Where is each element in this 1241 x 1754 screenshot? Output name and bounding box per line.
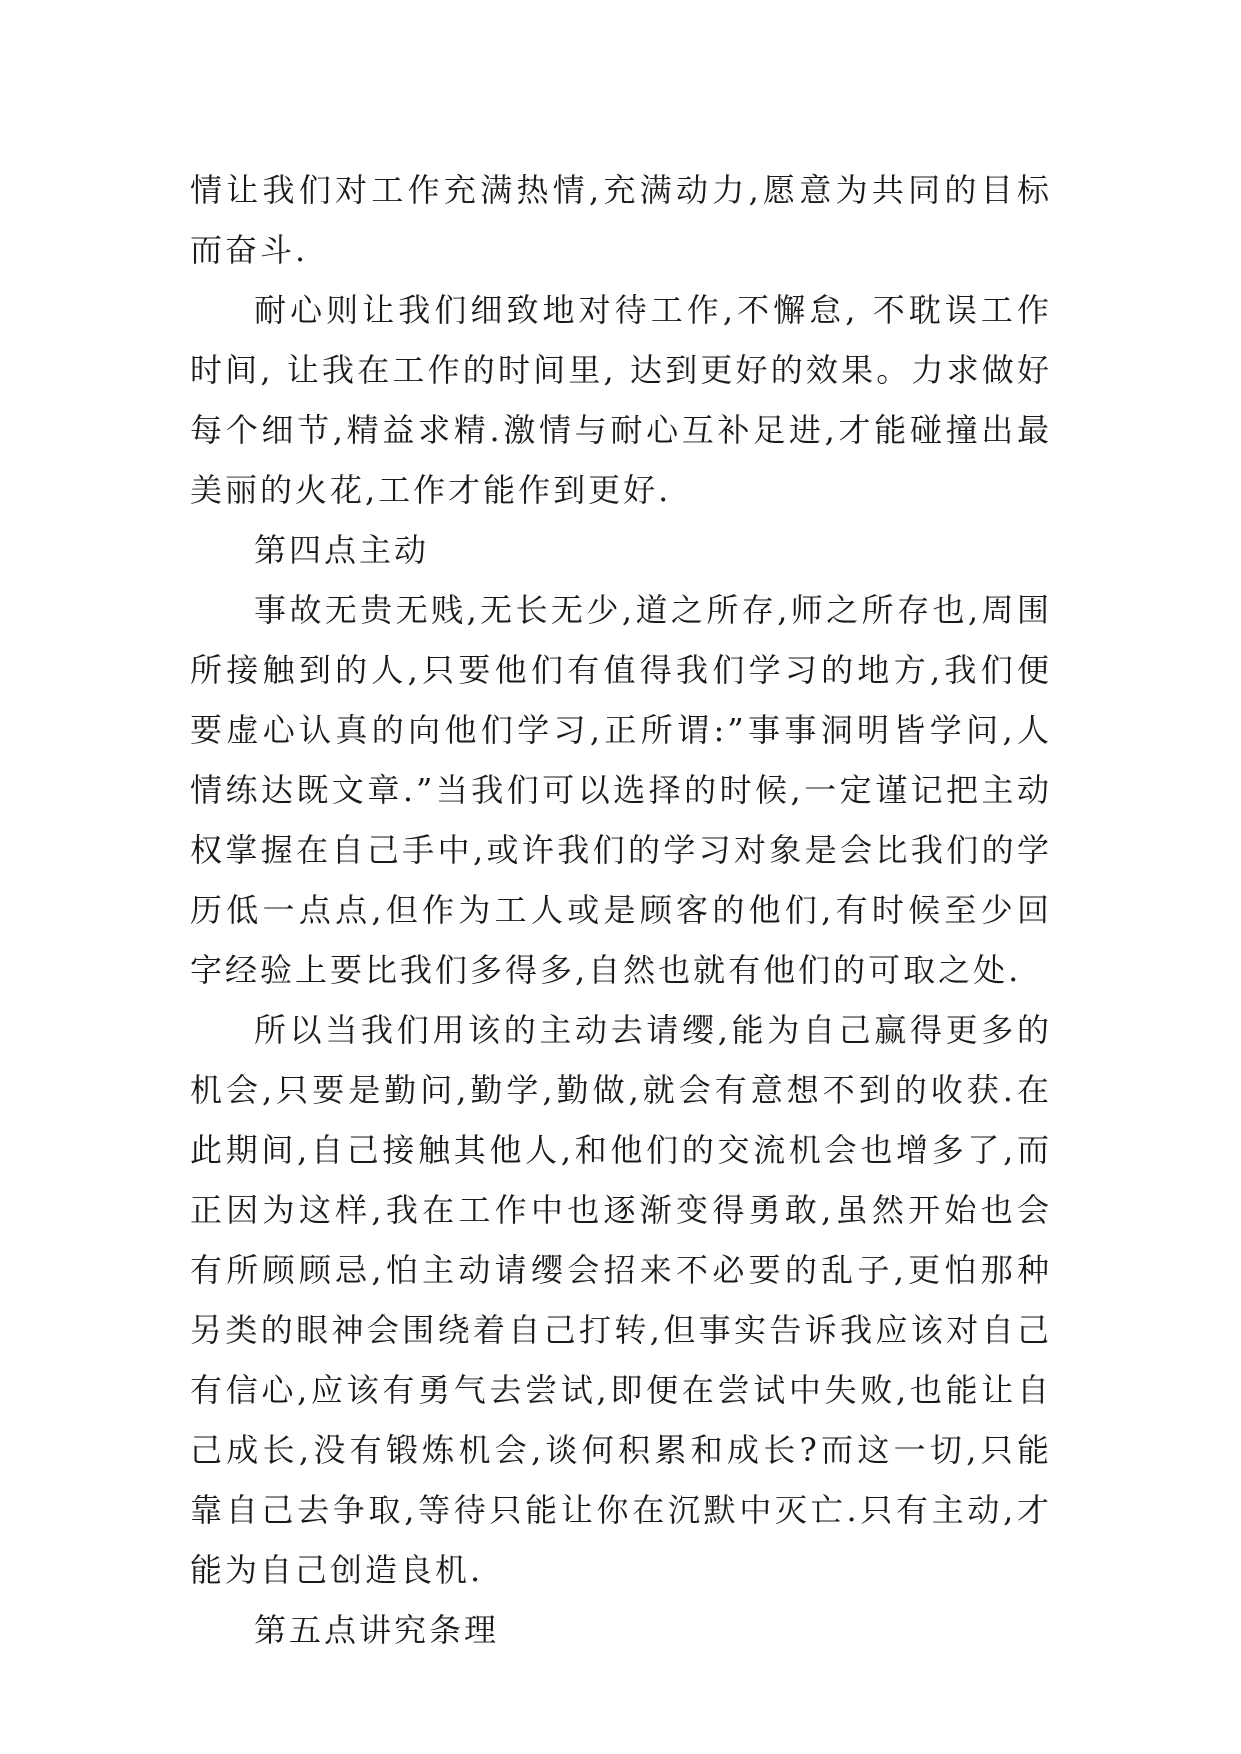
section-heading-orderliness: 第五点讲究条理	[254, 1611, 500, 1649]
document-body	[190, 160, 1052, 1660]
paragraph-passion-continuation: 情让我们对工作充满热情,充满动力,愿意为共同的目标而奋斗.	[190, 171, 1052, 269]
paragraph-patience: 耐心则让我们细致地对待工作,不懈怠, 不耽误工作时间, 让我在工作的时间里, 达到更好的效果。力求做好每个细节,精益求精.激情与耐心互补足进,才能碰撞出最美丽的火花,工作才能作到更好.	[190, 291, 1052, 509]
paragraph-learning-from-others: 事故无贵无贱,无长无少,道之所存,师之所存也,周围所接触到的人,只要他们有值得我们学习的地方,我们便要虚心认真的向他们学习,正所谓:”事事洞明皆学问,人情练达既文章.”当我们可以选择的时候,一定谨记把主动权掌握在自己手中,或许我们的学习对象是会比我们的学历低一点点,但作为工人或是顾客的他们,有时候至少回字经验上要比我们多得多,自然也就有他们的可取之处.	[190, 591, 1052, 989]
section-heading-initiative: 第四点主动	[254, 531, 430, 569]
paragraph-taking-initiative: 所以当我们用该的主动去请缨,能为自己赢得更多的机会,只要是勤问,勤学,勤做,就会有意想不到的收获.在此期间,自己接触其他人,和他们的交流机会也增多了,而正因为这样,我在工作中也逐渐变得勇敢,虽然开始也会有所顾顾忌,怕主动请缨会招来不必要的乱子,更怕那种另类的眼神会围绕着自己打转,但事实告诉我应该对自己有信心,应该有勇气去尝试,即便在尝试中失败,也能让自己成长,没有锻炼机会,谈何积累和成长?而这一切,只能靠自己去争取,等待只能让你在沉默中灭亡.只有主动,才能为自己创造良机.	[190, 1011, 1052, 1589]
